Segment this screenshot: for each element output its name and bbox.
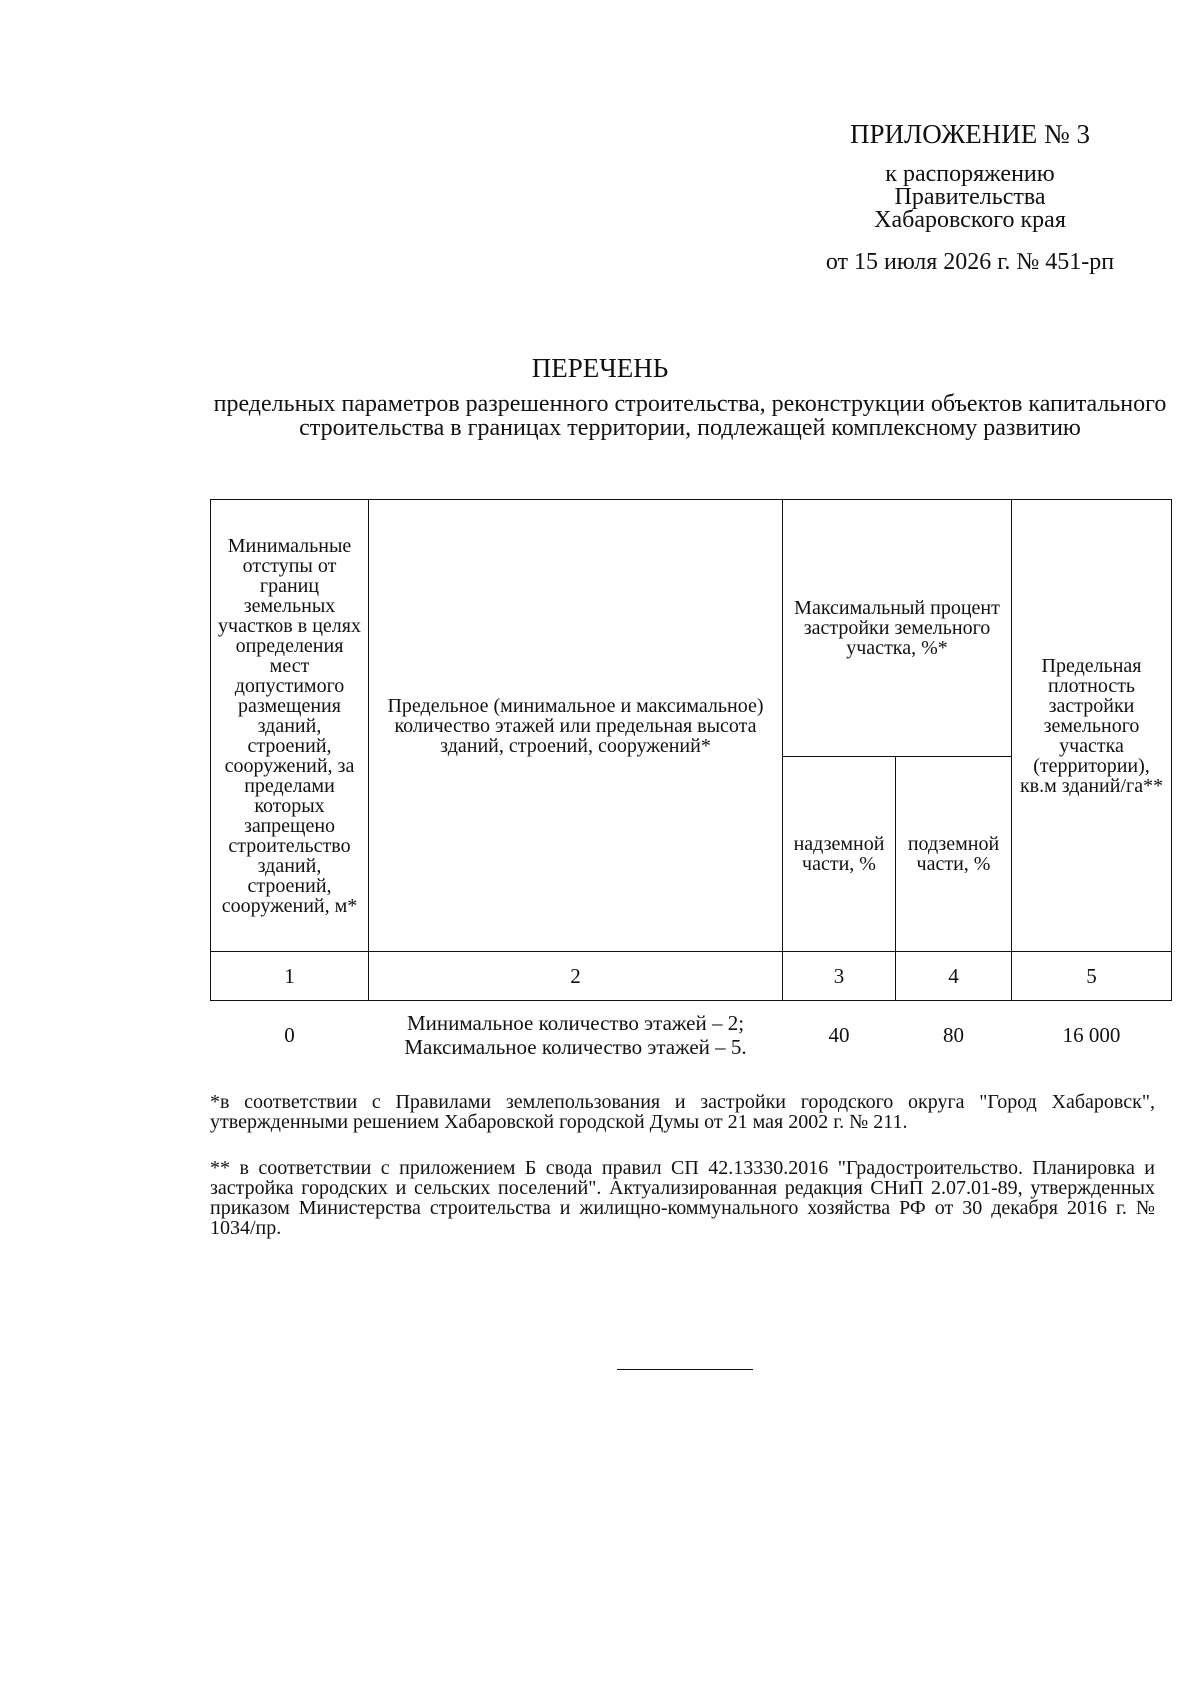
appendix-reference (800, 163, 1140, 232)
cell-above-ground: 40 (828, 1023, 850, 1047)
column-number: 4 (896, 952, 1012, 1001)
appendix-date: от 15 июля 2026 г. № 451-рп (825, 249, 1115, 275)
appendix-line-3: Хабаровского края (874, 207, 1066, 233)
header-floors: Предельное (минимальное и максимальное) количество этажей или предельная высота зданий, строений, сооружений* (369, 500, 783, 952)
column-number: 5 (1012, 952, 1172, 1001)
column-number: 2 (369, 952, 783, 1001)
header-above-ground: надземной части, % (783, 757, 896, 952)
floors-max: Максимальное количество этажей – 5. (404, 1035, 747, 1059)
header-max-building-percent: Максимальный процент застройки земельного участка, %* (783, 500, 1012, 757)
cell-floors (369, 1001, 783, 1070)
footnotes (210, 1092, 1155, 1264)
header-min-setbacks: Минимальные отступы от границ земельных участков в целях определения мест допустимого размещения зданий, строений, сооружений, за пределами которых запрещено строительство зданий, строений, сооружений, м* (211, 500, 369, 952)
column-numbers-row (211, 952, 1172, 1001)
footnote-1: *в соответствии с Правилами землепользования и застройки городского округа "Город Хабаровск", утвержденными решением Хабаровской городской Думы от 21 мая 2002 г. № 211. (210, 1091, 1155, 1133)
cell-density: 16 000 (1062, 1023, 1121, 1047)
column-number: 1 (211, 952, 369, 1001)
appendix-line-2: Правительства (894, 184, 1046, 210)
header-below-ground: подземной части, % (896, 757, 1012, 952)
document-title: ПЕРЕЧЕНЬ (531, 353, 669, 383)
end-divider (617, 1369, 753, 1370)
header-density: Предельная плотность застройки земельного участка (территории), кв.м зданий/га** (1012, 500, 1172, 952)
floors-min: Минимальное количество этажей – 2; (406, 1011, 745, 1035)
table-row (211, 1001, 1172, 1070)
cell-setback: 0 (284, 1023, 295, 1047)
column-number: 3 (783, 952, 896, 1001)
appendix-header (800, 118, 1140, 276)
parameters-table (210, 499, 1172, 1069)
cell-below-ground: 80 (943, 1023, 964, 1047)
appendix-line-1: к распоряжению (885, 161, 1055, 187)
footnote-2: ** в соответствии с приложением Б свода правил СП 42.13330.2016 "Градостроительство. Планировка и застройка городских и сельских поселений". Актуализированная редакция СНиП 2.07.01-89, утвержденных приказом Министерства строительства и жилищно-коммунального хозяйства РФ от 30 декабря 2016 г. № 1034/пр. (210, 1157, 1155, 1239)
document-subtitle: предельных параметров разрешенного строительства, реконструкции объектов капитального строительства в границах территории, подлежащей комплексному развитию (213, 391, 1167, 441)
header-row-1 (211, 500, 1172, 757)
appendix-title: ПРИЛОЖЕНИЕ № 3 (849, 119, 1091, 149)
